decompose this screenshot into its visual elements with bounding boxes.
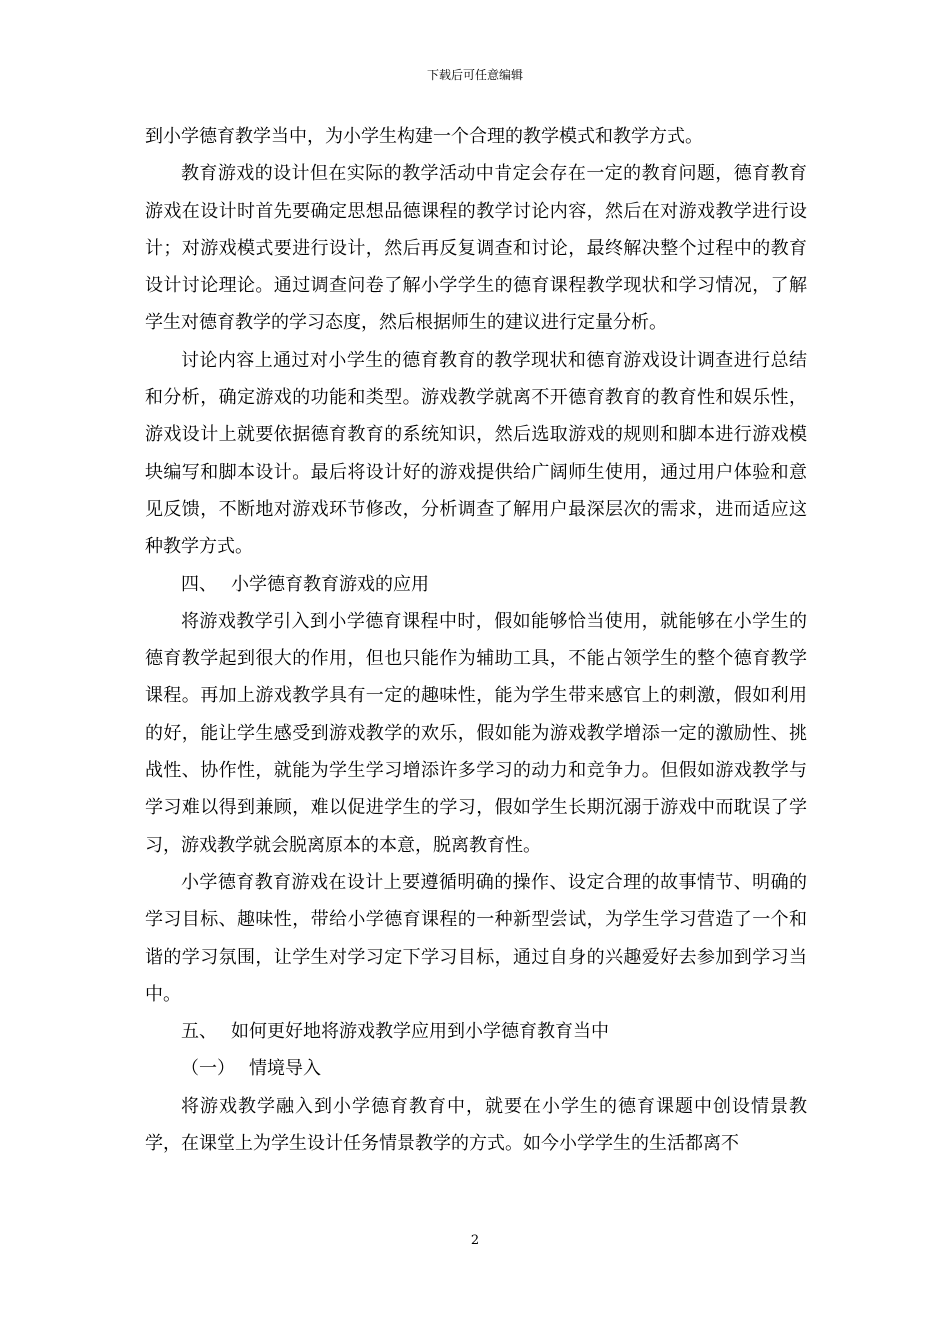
paragraph: 讨论内容上通过对小学生的德育教育的教学现状和德育游戏设计调查进行总结和分析，确定游戏的功能和类型。游戏教学就离不开德育教育的教育性和娱乐性，游戏设计上就要依据德育教育的系统知识，然后选取游戏的规则和脚本进行游戏模块编写和脚本设计。最后将设计好的游戏提供给广阔师生使用，通过用户体验和意见反馈，不断地对游戏环节修改，分析调查了解用户最深层次的需求，进而适应这种教学方式。 [145,349,807,558]
section-number: 四、 [181,573,217,595]
paragraph: 将游戏教学引入到小学德育课程中时，假如能够恰当使用，就能够在小学生的德育教学起到很大的作用，但也只能作为辅助工具，不能占领学生的整个德育教学课程。再加上游戏教学具有一定的趣味性，能为学生带来感官上的刺激，假如利用的好，能让学生感受到游戏教学的欢乐，假如能为游戏教学增添一定的激励性、挑战性、协作性，就能为学生学习增添许多学习的动力和竞争力。但假如游戏教学与学习难以得到兼顾，难以促进学生的学习，假如学生长期沉溺于游戏中而耽误了学习，游戏教学就会脱离原本的本意，脱离教育性。 [145,610,807,856]
subsection-number: （一） [181,1058,235,1080]
subsection-title: 情境导入 [249,1058,321,1080]
section-title: 如何更好地将游戏教学应用到小学德育教育当中 [231,1021,609,1043]
paragraph: 将游戏教学融入到小学德育教育中，就要在小学生的德育课题中创设情景教学，在课堂上为学生设计任务情景教学的方式。如今小学学生的生活都离不 [145,1095,807,1155]
paragraph: 到小学德育教学当中，为小学生构建一个合理的教学模式和教学方式。 [145,126,703,147]
paragraph: 教育游戏的设计但在实际的教学活动中肯定会存在一定的教育问题，德育教育游戏在设计时首先要确定思想品德课程的教学讨论内容，然后在对游戏教学进行设计；对游戏模式要进行设计，然后再反复调查和讨论，最终解决整个过程中的教育设计讨论理论。通过调查问卷了解小学学生的德育课程教学现状和学习情况，了解学生对德育教学的学习态度，然后根据师生的建议进行定量分析。 [145,163,807,334]
page-header: 下载后可任意编辑 [426,68,523,82]
section-heading-5 [145,1013,807,1050]
section-title: 小学德育教育游戏的应用 [231,573,429,595]
page-number: 2 [470,1233,480,1248]
paragraph: 小学德育教育游戏在设计上要遵循明确的操作、设定合理的故事情节、明确的学习目标、趣味性，带给小学德育课程的一种新型尝试，为学生学习营造了一个和谐的学习氛围，让学生对学习定下学习目标，通过自身的兴趣爱好去参加到学习当中。 [145,871,807,1005]
document-body [145,118,807,1162]
section-heading-4 [145,566,807,603]
section-number: 五、 [181,1021,217,1043]
subsection-heading-1 [145,1050,807,1087]
